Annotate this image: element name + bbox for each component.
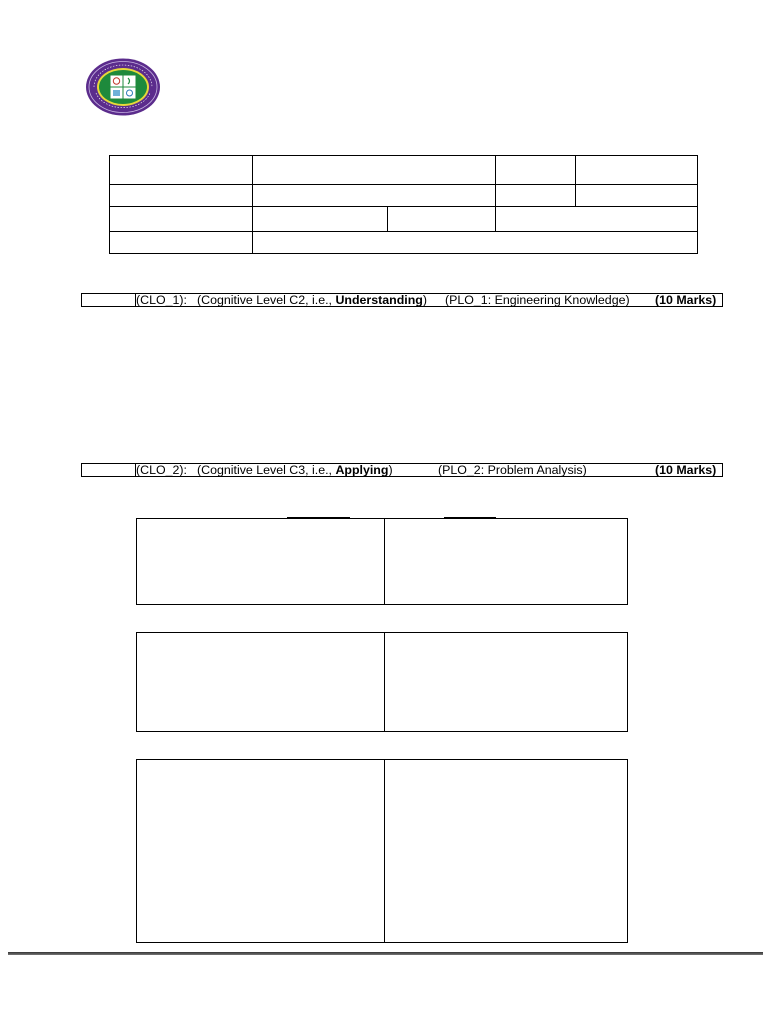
- info-cell[interactable]: [253, 232, 698, 254]
- box-divider: [384, 632, 385, 732]
- info-cell[interactable]: [110, 207, 253, 232]
- cognitive-level-suffix: ): [388, 463, 393, 477]
- info-cell[interactable]: [110, 185, 253, 207]
- box-divider: [384, 759, 385, 943]
- cognitive-level-prefix: (Cognitive Level C3, i.e.,: [197, 463, 332, 477]
- marks-label: (10 Marks): [655, 463, 717, 477]
- info-cell[interactable]: [576, 185, 698, 207]
- cognitive-level-name: Understanding: [335, 293, 423, 307]
- cognitive-level: [197, 464, 393, 476]
- question-2-header: [81, 463, 723, 477]
- answer-box-1[interactable]: [136, 518, 628, 605]
- info-cell[interactable]: [576, 156, 698, 185]
- clo-label: (CLO_2):: [136, 463, 187, 477]
- footer-rule: [8, 952, 763, 955]
- info-row: [110, 156, 698, 185]
- exam-info-table: [109, 155, 698, 254]
- info-cell[interactable]: [496, 156, 576, 185]
- cognitive-level-suffix: ): [422, 293, 428, 307]
- info-row: [110, 185, 698, 207]
- clo-label: (CLO_1):: [136, 293, 187, 307]
- info-cell[interactable]: [110, 156, 253, 185]
- answer-box-3[interactable]: [136, 759, 628, 943]
- box-divider: [384, 518, 385, 605]
- answer-box-2[interactable]: [136, 632, 628, 732]
- plo-label: (PLO_2: Problem Analysis): [438, 463, 587, 477]
- info-cell[interactable]: [253, 207, 388, 232]
- info-cell[interactable]: [253, 156, 496, 185]
- cognitive-level-name: Applying: [335, 463, 389, 477]
- info-cell[interactable]: [253, 185, 496, 207]
- university-seal-logo: [84, 57, 162, 117]
- marks-label: (10 Marks): [655, 293, 717, 307]
- info-cell[interactable]: [110, 232, 253, 254]
- info-row: [110, 207, 698, 232]
- info-row: [110, 232, 698, 254]
- info-cell[interactable]: [388, 207, 496, 232]
- info-cell[interactable]: [496, 185, 576, 207]
- info-cell[interactable]: [496, 207, 698, 232]
- question-number-cell: [82, 294, 136, 306]
- question-1-header: [81, 293, 723, 307]
- cognitive-level-prefix: (Cognitive Level C2, i.e.,: [197, 293, 332, 307]
- question-number-cell: [82, 464, 136, 476]
- plo-label: (PLO_1: Engineering Knowledge): [445, 293, 630, 307]
- university-seal-icon: [84, 57, 162, 117]
- cognitive-level: [197, 294, 427, 306]
